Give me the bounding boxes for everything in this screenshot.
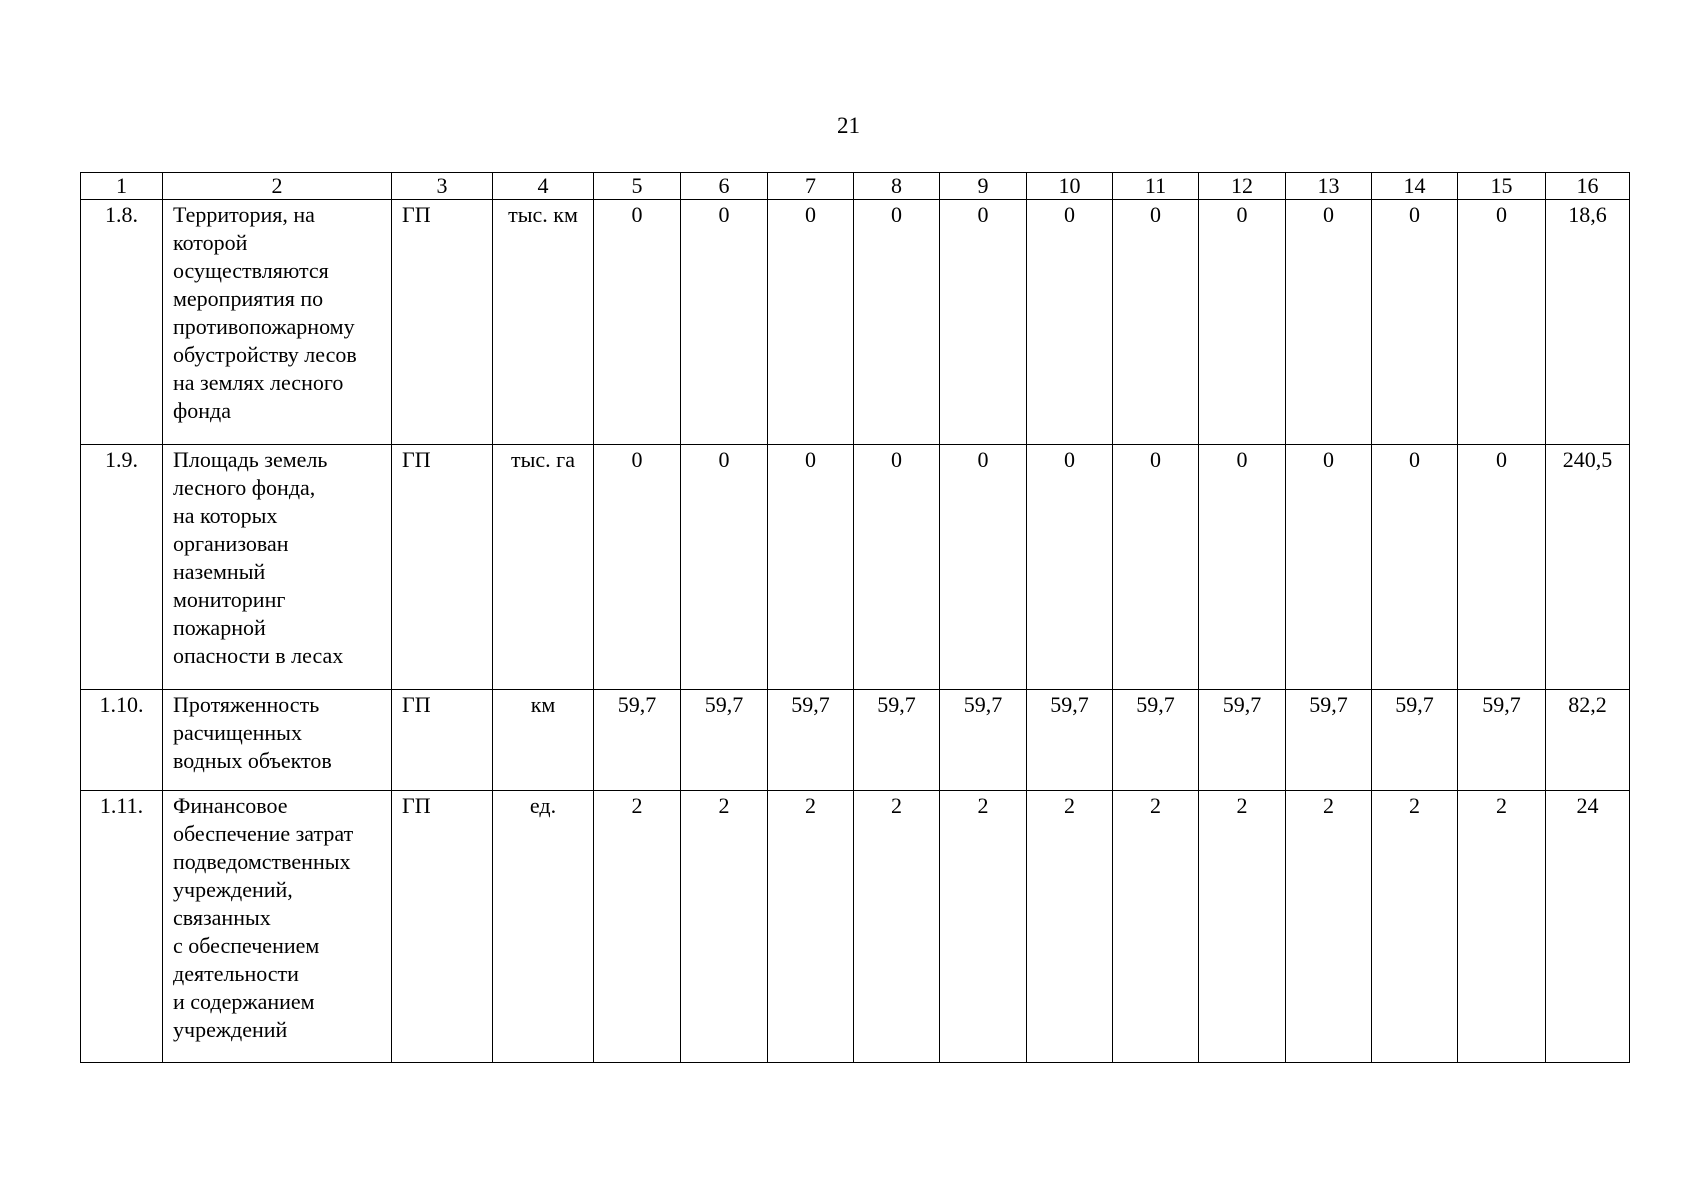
value-cell: 0 [940, 445, 1027, 690]
value-cell: 59,7 [1027, 690, 1113, 791]
value-cell: 2 [1113, 791, 1199, 1063]
value-cell: 59,7 [1372, 690, 1458, 791]
source-cell: ГП [392, 200, 493, 445]
indicator-name-cell [163, 791, 392, 1063]
value-cell: 0 [1458, 200, 1546, 445]
column-number-cell: 13 [1286, 173, 1372, 200]
value-cell: 0 [681, 200, 768, 445]
indicator-name-line: наземный [173, 559, 266, 584]
value-cell: 0 [854, 200, 940, 445]
indicator-name-line: мероприятия по [173, 286, 324, 311]
value-cell: 2 [1199, 791, 1286, 1063]
unit-cell: тыс. км [493, 200, 594, 445]
value-cell: 0 [1199, 445, 1286, 690]
indicator-name-line: осуществляются [173, 258, 329, 283]
value-cell: 59,7 [681, 690, 768, 791]
indicator-name-line: деятельности [173, 961, 299, 986]
value-cell: 0 [1372, 445, 1458, 690]
value-cell: 0 [1286, 445, 1372, 690]
value-cell: 59,7 [1199, 690, 1286, 791]
unit-cell: км [493, 690, 594, 791]
value-cell: 59,7 [940, 690, 1027, 791]
indicator-name-line: Территория, на [173, 202, 315, 227]
indicator-name-line: с обеспечением [173, 933, 320, 958]
value-cell: 2 [768, 791, 854, 1063]
indicator-name-line: опасности в лесах [173, 643, 344, 668]
row-number-cell: 1.11. [81, 791, 163, 1063]
table-row [81, 690, 1630, 791]
value-cell: 240,5 [1546, 445, 1630, 690]
indicator-name-line: Площадь земель [173, 447, 328, 472]
page-number: 21 [837, 113, 860, 138]
value-cell: 2 [854, 791, 940, 1063]
column-number-cell: 10 [1027, 173, 1113, 200]
value-cell: 0 [940, 200, 1027, 445]
indicator-name-line: обустройству лесов [173, 342, 357, 367]
indicator-name-line: на которых [173, 503, 278, 528]
value-cell: 2 [1372, 791, 1458, 1063]
value-cell: 2 [1458, 791, 1546, 1063]
indicator-name-line: обеспечение затрат [173, 821, 354, 846]
column-number-cell: 11 [1113, 173, 1199, 200]
column-number-cell: 14 [1372, 173, 1458, 200]
indicator-name-line: учреждений, [173, 877, 293, 902]
value-cell: 0 [594, 200, 681, 445]
indicator-name-line: фонда [173, 398, 231, 423]
indicator-name-line: которой [173, 230, 248, 255]
value-cell: 59,7 [854, 690, 940, 791]
value-cell: 0 [681, 445, 768, 690]
indicator-name-line: мониторинг [173, 587, 286, 612]
value-cell: 59,7 [594, 690, 681, 791]
indicator-name-line: подведомственных [173, 849, 351, 874]
value-cell: 0 [1113, 200, 1199, 445]
value-cell: 0 [1372, 200, 1458, 445]
indicator-name-line: на землях лесного [173, 370, 344, 395]
indicator-name-line: учреждений [173, 1017, 288, 1042]
indicator-name-cell [163, 690, 392, 791]
value-cell: 0 [1458, 445, 1546, 690]
indicator-name-line: Финансовое [173, 793, 288, 818]
value-cell: 59,7 [1458, 690, 1546, 791]
indicator-name-line: лесного фонда, [173, 475, 316, 500]
indicator-name-line: пожарной [173, 615, 266, 640]
column-number-cell: 16 [1546, 173, 1630, 200]
column-number-cell: 6 [681, 173, 768, 200]
row-number-cell: 1.10. [81, 690, 163, 791]
value-cell: 0 [854, 445, 940, 690]
value-cell: 0 [1113, 445, 1199, 690]
indicators-table [80, 172, 1630, 1063]
unit-cell: ед. [493, 791, 594, 1063]
value-cell: 59,7 [1113, 690, 1199, 791]
value-cell: 0 [1027, 200, 1113, 445]
value-cell: 0 [1027, 445, 1113, 690]
indicator-name-cell [163, 200, 392, 445]
column-number-cell: 2 [163, 173, 392, 200]
value-cell: 59,7 [1286, 690, 1372, 791]
value-cell: 2 [1286, 791, 1372, 1063]
table-row [81, 791, 1630, 1063]
column-number-cell: 8 [854, 173, 940, 200]
unit-cell: тыс. га [493, 445, 594, 690]
column-number-row [81, 173, 1630, 200]
column-number-cell: 1 [81, 173, 163, 200]
indicator-name-line: и содержанием [173, 989, 315, 1014]
indicator-name-line: расчищенных [173, 720, 302, 745]
value-cell: 18,6 [1546, 200, 1630, 445]
source-cell: ГП [392, 791, 493, 1063]
column-number-cell: 9 [940, 173, 1027, 200]
column-number-cell: 5 [594, 173, 681, 200]
column-number-cell: 7 [768, 173, 854, 200]
indicator-name-line: противопожарному [173, 314, 355, 339]
indicator-name-line: организован [173, 531, 289, 556]
column-number-cell: 3 [392, 173, 493, 200]
row-number-cell: 1.9. [81, 445, 163, 690]
table-row [81, 200, 1630, 445]
value-cell: 0 [768, 200, 854, 445]
column-number-cell: 15 [1458, 173, 1546, 200]
column-number-cell: 4 [493, 173, 594, 200]
indicator-name-line: водных объектов [173, 748, 332, 773]
indicator-name-cell [163, 445, 392, 690]
value-cell: 2 [940, 791, 1027, 1063]
indicator-name-line: Протяженность [173, 692, 320, 717]
value-cell: 0 [768, 445, 854, 690]
value-cell: 59,7 [768, 690, 854, 791]
value-cell: 2 [594, 791, 681, 1063]
source-cell: ГП [392, 690, 493, 791]
source-cell: ГП [392, 445, 493, 690]
value-cell: 2 [681, 791, 768, 1063]
value-cell: 2 [1027, 791, 1113, 1063]
value-cell: 82,2 [1546, 690, 1630, 791]
column-number-cell: 12 [1199, 173, 1286, 200]
value-cell: 0 [1286, 200, 1372, 445]
indicator-name-line: связанных [173, 905, 271, 930]
value-cell: 0 [594, 445, 681, 690]
value-cell: 0 [1199, 200, 1286, 445]
row-number-cell: 1.8. [81, 200, 163, 445]
value-cell: 24 [1546, 791, 1630, 1063]
table-row [81, 445, 1630, 690]
